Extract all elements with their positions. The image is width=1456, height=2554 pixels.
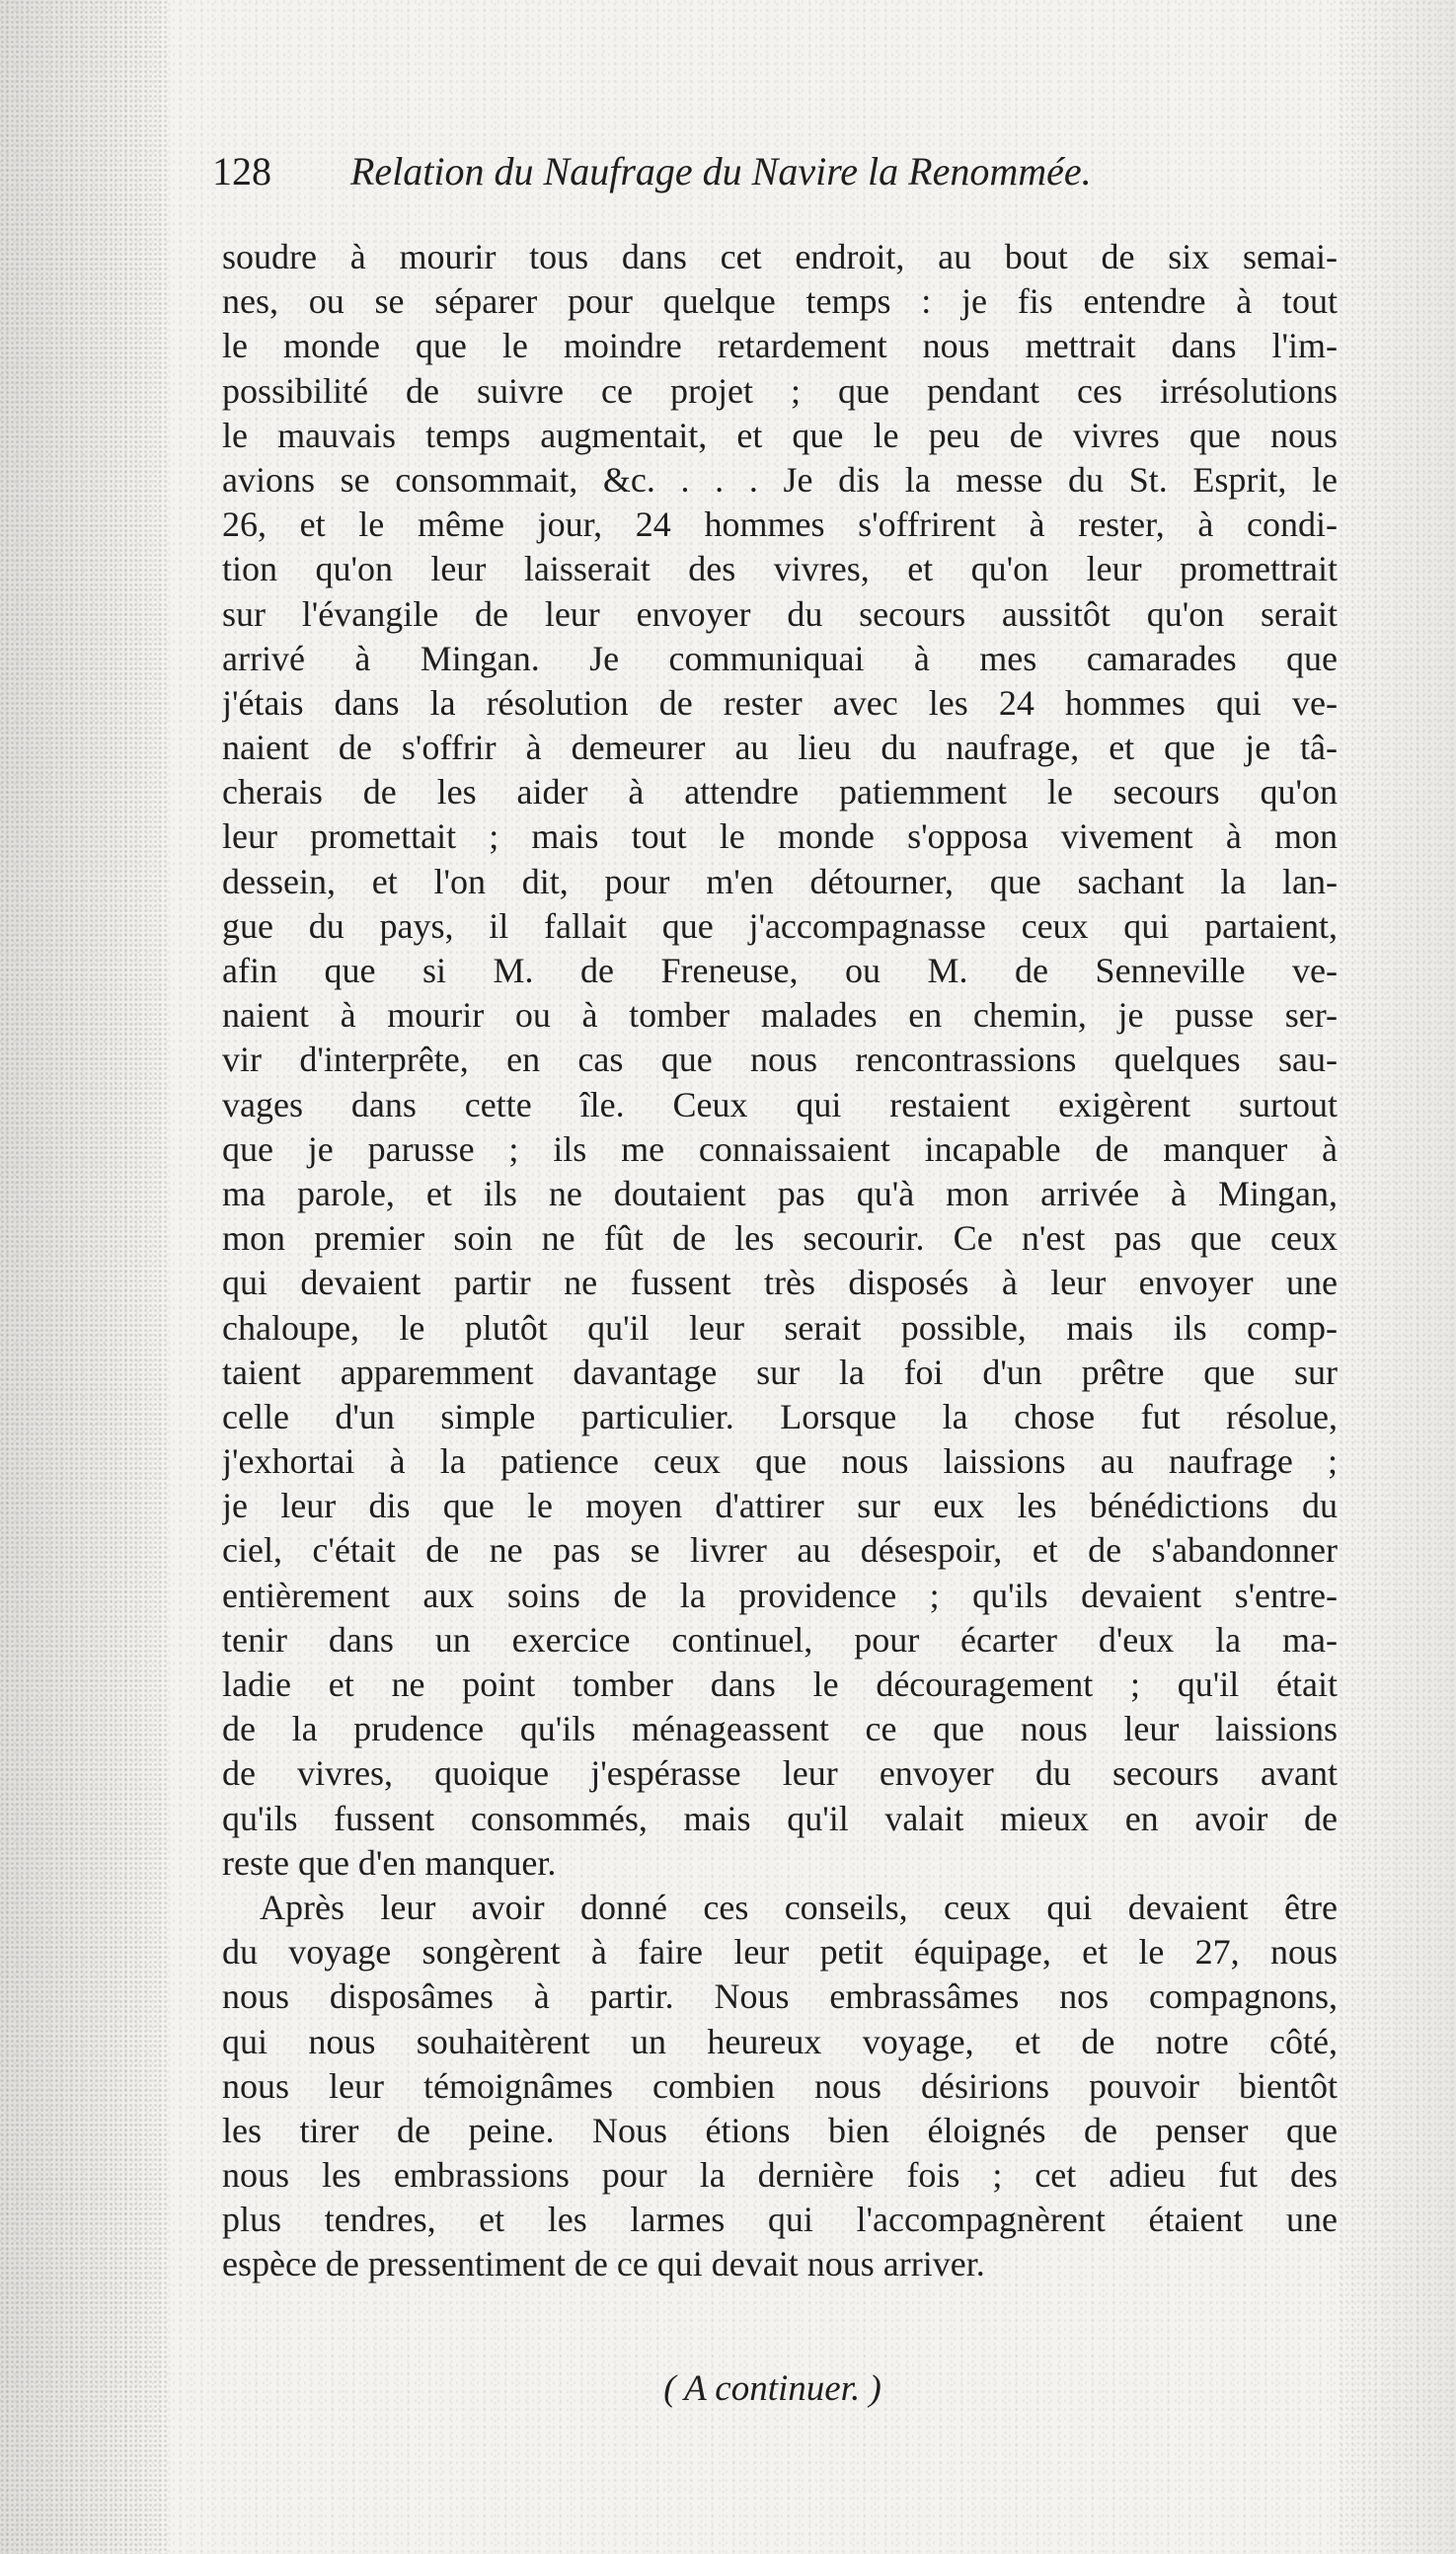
text-line: reste que d'en manquer. <box>222 1842 557 1883</box>
text-line: tion qu'on leur laisserait des vivres, et qu'on leur promettrait <box>222 549 1338 589</box>
text-line: leur promettait ; mais tout le monde s'opposa vivement à mon <box>222 816 1338 857</box>
text-line: tenir dans un exercice continuel, pour écarter d'eux la ma- <box>222 1619 1338 1660</box>
text-line: nes, ou se séparer pour quelque temps : je fis entendre à tout <box>222 281 1338 322</box>
text-line: le mauvais temps augmentait, et que le peu de vivres que nous <box>222 415 1338 455</box>
text-line: du voyage songèrent à faire leur petit équipage, et le 27, nous <box>222 1932 1338 1973</box>
text-line: gue du pays, il fallait que j'accompagnasse ceux qui partaient, <box>222 905 1338 946</box>
text-line: vir d'interprête, en cas que nous rencontrassions quelques sau- <box>222 1040 1338 1080</box>
text-line: afin que si M. de Freneuse, ou M. de Senneville ve- <box>222 951 1338 990</box>
text-line: ladie et ne point tomber dans le découragement ; qu'il était <box>222 1664 1338 1704</box>
text-line: j'étais dans la résolution de rester avec les 24 hommes qui ve- <box>222 682 1338 723</box>
running-head <box>212 148 1259 207</box>
text-line: espèce de pressentiment de ce qui devait nous arriver. <box>222 2244 985 2284</box>
text-line: soudre à mourir tous dans cet endroit, au bout de six semai- <box>222 237 1338 276</box>
text-line: nous leur témoignâmes combien nous désirions pouvoir bientôt <box>222 2065 1338 2106</box>
text-line: j'exhortai à la patience ceux que nous laissions au naufrage ; <box>222 1441 1338 1482</box>
text-line: taient apparemment davantage sur la foi d'un prêtre que sur <box>222 1352 1338 1392</box>
text-line: possibilité de suivre ce projet ; que pendant ces irrésolutions <box>222 370 1338 411</box>
text-line: je leur dis que le moyen d'attirer sur eux les bénédictions du <box>222 1486 1338 1526</box>
body-text <box>222 235 1338 2287</box>
text-line: les tirer de peine. Nous étions bien éloignés de penser que <box>222 2110 1338 2150</box>
text-line: ma parole, et ils ne doutaient pas qu'à mon arrivée à Mingan, <box>222 1173 1338 1213</box>
text-line: entièrement aux soins de la providence ; qu'ils devaient s'entre- <box>222 1575 1338 1615</box>
text-line: plus tendres, et les larmes qui l'accompagnèrent étaient une <box>222 2200 1338 2240</box>
text-line: 26, et le même jour, 24 hommes s'offrirent à rester, à condi- <box>222 504 1338 545</box>
text-line: vages dans cette île. Ceux qui restaient exigèrent surtout <box>222 1084 1338 1124</box>
text-line: naient à mourir ou à tomber malades en chemin, je pusse ser- <box>222 995 1338 1036</box>
text-line: avions se consommait, &c. . . . Je dis la messe du St. Esprit, le <box>222 459 1338 500</box>
text-line: ciel, c'était de ne pas se livrer au désespoir, et de s'abandonner <box>222 1530 1338 1571</box>
text-line: arrivé à Mingan. Je communiquai à mes camarades que <box>222 638 1338 678</box>
text-line: nous disposâmes à partir. Nous embrassâmes nos compagnons, <box>222 1976 1338 2017</box>
text-line: qui nous souhaitèrent un heureux voyage, et de notre côté, <box>222 2021 1338 2061</box>
continuation-note: ( A continuer. ) <box>663 2368 881 2409</box>
text-line: de la prudence qu'ils ménageassent ce que nous leur laissions <box>222 1709 1338 1749</box>
text-line: mon premier soin ne fût de les secourir. Ce n'est pas que ceux <box>222 1218 1338 1259</box>
text-line: chaloupe, le plutôt qu'il leur serait possible, mais ils comp- <box>222 1307 1338 1348</box>
running-title: Relation du Naufrage du Navire la Renommée. <box>350 149 1092 193</box>
text-line: de vivres, quoique j'espérasse leur envoyer du secours avant <box>222 1753 1338 1794</box>
right-margin-noise <box>1338 0 1456 2554</box>
text-line: le monde que le moindre retardement nous mettrait dans l'im- <box>222 326 1338 366</box>
text-line: dessein, et l'on dit, pour m'en détourner, que sachant la lan- <box>222 861 1338 901</box>
text-line: Après leur avoir donné ces conseils, ceux qui devaient être <box>260 1887 1338 1927</box>
text-line: qu'ils fussent consommés, mais qu'il valait mieux en avoir de <box>222 1798 1338 1838</box>
text-line: celle d'un simple particulier. Lorsque la chose fut résolue, <box>222 1396 1338 1436</box>
text-line: sur l'évangile de leur envoyer du secours aussitôt qu'on serait <box>222 593 1338 634</box>
left-margin-noise <box>0 0 168 2554</box>
text-line: que je parusse ; ils me connaissaient incapable de manquer à <box>222 1128 1338 1169</box>
page-number: 128 <box>212 149 271 193</box>
text-line: naient de s'offrir à demeurer au lieu du naufrage, et que je tâ- <box>222 728 1338 768</box>
text-line: cherais de les aider à attendre patiemment le secours qu'on <box>222 772 1338 813</box>
text-line: qui devaient partir ne fussent très disposés à leur envoyer une <box>222 1263 1338 1303</box>
text-line: nous les embrassions pour la dernière fois ; cet adieu fut des <box>222 2155 1338 2196</box>
